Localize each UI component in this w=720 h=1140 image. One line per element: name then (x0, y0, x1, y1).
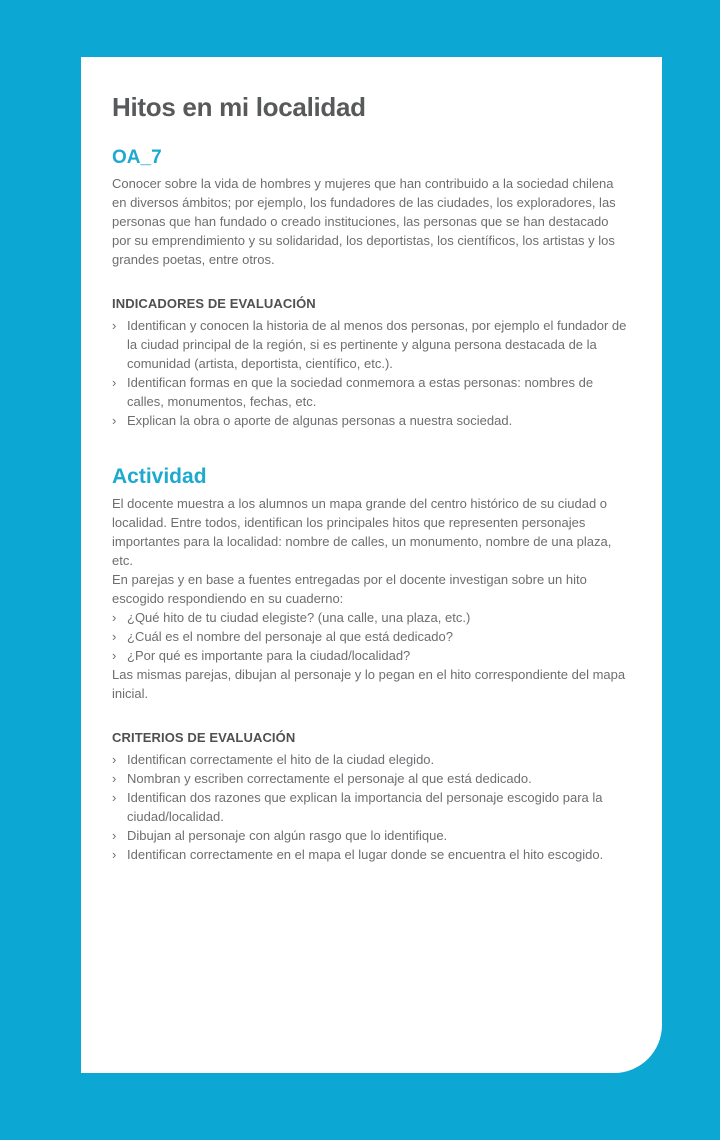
list-item (112, 646, 630, 665)
list-item-text: ¿Por qué es importante para la ciudad/localidad? (127, 648, 411, 663)
list-item-text: Identifican correctamente en el mapa el lugar donde se encuentra el hito escogido. (127, 847, 604, 862)
arrow-bullet-icon: › (112, 610, 117, 625)
arrow-bullet-icon: › (112, 318, 117, 333)
actividad-intro2: En parejas y en base a fuentes entregadas por el docente investigan sobre un hito escogido respondiendo en su cuaderno: (112, 572, 587, 606)
criterios-heading: CRITERIOS DE EVALUACIÓN (112, 730, 296, 745)
section-actividad (112, 465, 630, 703)
list-item-text: Identifican dos razones que explican la importancia del personaje escogido para la ciudad/localidad. (127, 790, 603, 824)
list-item (112, 316, 630, 373)
arrow-bullet-icon: › (112, 847, 117, 862)
section-oa (112, 147, 630, 269)
document-card (81, 57, 662, 1073)
list-item (112, 769, 630, 788)
actividad-closing: Las mismas parejas, dibujan al personaje y lo pegan en el hito correspondiente del mapa inicial. (112, 667, 626, 701)
list-item (112, 411, 630, 430)
list-item-text: Dibujan al personaje con algún rasgo que lo identifique. (127, 828, 448, 843)
list-item-text: Identifican y conocen la historia de al menos dos personas, por ejemplo el fundador de la ciudad principal de la región, si es pertinente y alguna persona destacada de la comunidad (artista, deportista, científico, etc.). (127, 318, 627, 371)
list-item (112, 826, 630, 845)
arrow-bullet-icon: › (112, 790, 117, 805)
list-item-text: Nombran y escriben correctamente el personaje al que está dedicado. (127, 771, 532, 786)
page-title: Hitos en mi localidad (112, 92, 366, 122)
criterios-list (112, 750, 630, 864)
arrow-bullet-icon: › (112, 375, 117, 390)
list-item-text: Identifican formas en que la sociedad conmemora a estas personas: nombres de calles, monumentos, fechas, etc. (127, 375, 594, 409)
list-item-text: Identifican correctamente el hito de la ciudad elegido. (127, 752, 435, 767)
section-criterios (112, 730, 630, 864)
list-item-text: ¿Qué hito de tu ciudad elegiste? (una calle, una plaza, etc.) (127, 610, 471, 625)
list-item-text: ¿Cuál es el nombre del personaje al que está dedicado? (127, 629, 453, 644)
list-item (112, 373, 630, 411)
indicadores-list (112, 316, 630, 430)
section-indicadores (112, 296, 630, 430)
arrow-bullet-icon: › (112, 413, 117, 428)
list-item (112, 627, 630, 646)
list-item-text: Explican la obra o aporte de algunas personas a nuestra sociedad. (127, 413, 513, 428)
arrow-bullet-icon: › (112, 828, 117, 843)
arrow-bullet-icon: › (112, 752, 117, 767)
oa-body: Conocer sobre la vida de hombres y mujeres que han contribuido a la sociedad chilena en diversos ámbitos; por ejemplo, los fundadores de las ciudades, los exploradores, las personas que han fundado o creado instituciones, las personas que se han destacado por su emprendimiento y su solidaridad, los deportistas, los científicos, los artistas y los grandes poetas, entre otros. (112, 176, 616, 267)
list-item (112, 788, 630, 826)
list-item (112, 750, 630, 769)
arrow-bullet-icon: › (112, 648, 117, 663)
actividad-questions-list (112, 608, 630, 665)
oa-heading: OA_7 (112, 147, 162, 168)
list-item (112, 845, 630, 864)
arrow-bullet-icon: › (112, 771, 117, 786)
arrow-bullet-icon: › (112, 629, 117, 644)
indicadores-heading: INDICADORES DE EVALUACIÓN (112, 296, 316, 311)
actividad-intro: El docente muestra a los alumnos un mapa grande del centro histórico de su ciudad o localidad. Entre todos, identifican los principales hitos que representen personajes importantes para la localidad: nombre de calles, un monumento, nombre de una plaza, etc. (112, 496, 612, 568)
actividad-heading: Actividad (112, 465, 207, 488)
list-item (112, 608, 630, 627)
